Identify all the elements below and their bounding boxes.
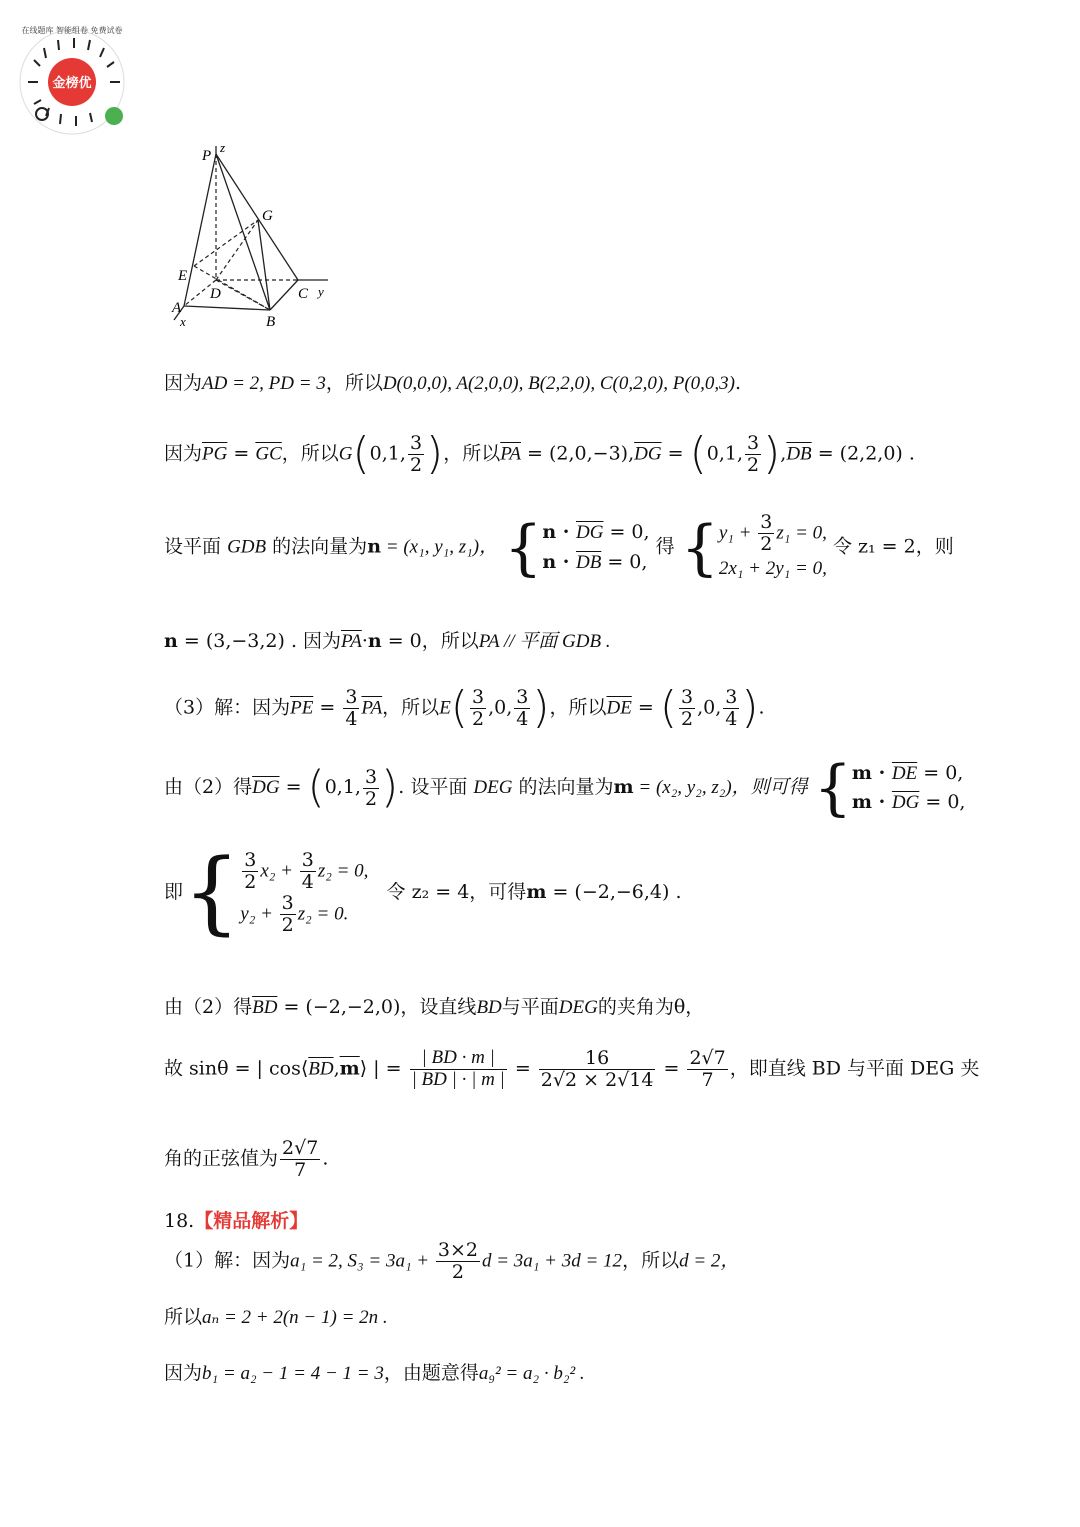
line-sine-result: 角的正弦值为 $\frac{2√7}{7}$ .	[164, 1137, 329, 1181]
line-part3-pe: （3）解：因为$\overline{PE}$ = $\frac{3}{4}$ $\overline{PA}$，所以E( $\frac{3}{2}$ ,0, $\frac{3}{4}$ )，所以$\overline{DE}$ = ( $\frac{3}{2}$ ,0, $\frac{3}{4}$ ).	[164, 682, 765, 733]
label-G: G	[262, 208, 273, 224]
line-sine-calc: 故 sinθ = | $\cos⟨\overline{BD},\overline{m}⟩$ | = $\frac{| BD \cdot m |}{| BD | \cdot | m |}$ = $\frac{16}{2√2 \times 2√14}$ = $\frac{2√7}{7}$ ，即直线 BD 与平面 DEG 夹	[164, 1047, 980, 1091]
label-x: x	[180, 314, 186, 329]
question-18-heading: 18.【精品解析】	[164, 1210, 309, 1232]
line-coordinates: 因为AD = 2, PD = 3，所以D(0,0,0), A(2,0,0), B(2,2,0), C(0,2,0), P(0,0,3).	[164, 372, 742, 394]
logo-arc-text: 在线题库 智能组卷 免费试卷	[21, 26, 123, 35]
label-E: E	[178, 268, 188, 284]
line-q18-part1: （1）解：因为a₁ = 2, S₃ = 3a₁ + $\frac{3\times 2}{2}$ d = 3a₁ + 3d = 12，所以d = 2，	[164, 1239, 740, 1283]
label-P: P	[202, 148, 212, 164]
pyramid-figure	[160, 140, 340, 340]
label-C: C	[298, 286, 309, 302]
brand-logo	[14, 20, 134, 140]
line-vector-pg: 因为$\overline{PG} = \overline{GC}$，所以G(0,1, $\frac{3}{2}$ )，所以$\overline{PA} = (2,0,-3),\overline{DG} = (0,1$, $\frac{3}{2}$ )$,\overline{DB} = (2,2,0)$ .	[164, 428, 915, 479]
line-pa-parallel: n = (3,−3,2) . 因为$\overline{PA}\cdot n = 0$，所以PA // 平面 GDB .	[164, 630, 611, 652]
line-an-formula: 所以aₙ = 2 + 2(n − 1) = 2n .	[164, 1306, 388, 1328]
label-D: D	[210, 286, 221, 302]
line-system-m: 即{ $\frac{3}{2}$ x₂ + $\frac{3}{4}$ z₂ = 0, y₂ + $\frac{3}{2}$ z₂ = 0. 令 z₂ = 4，可得m = (−2,−6,4) .	[164, 840, 682, 945]
logo-brand-text: 金榜优	[52, 76, 92, 91]
line-normal-deg: 由（2）得$\overline{DG} = (0,1$, $\frac{3}{2}$ ). 设平面 DEG 的法向量为m = (x₂, y₂, z₂)，则可得 { $m \cdot \overline{DE} = 0$, $m \cdot \overline{DG} = 0$,	[164, 753, 966, 823]
label-B: B	[266, 314, 276, 330]
label-A: A	[172, 300, 182, 316]
label-y: y	[318, 284, 324, 299]
line-bd-vector: 由（2）得$\overline{BD} = (-2,-2,0)$，设直线BD与平面DEG的夹角为θ，	[164, 996, 705, 1018]
label-z: z	[220, 140, 226, 155]
line-normal-gdb: 设平面 GDB 的法向量为n = (x₁, y₁, z₁)， { $n \cdot \overline{DG} = 0$, $n \cdot \overline{DB} = 0$, 得 { y₁ + $\frac{3}{2}$ z₁ = 0, 2x₁ + 2y₁ = 0, 令 z₁ = 2，则	[164, 511, 954, 583]
line-b1-value: 因为b₁ = a₂ − 1 = 4 − 1 = 3，由题意得a₉² = a₂ · b₂² .	[164, 1362, 585, 1384]
